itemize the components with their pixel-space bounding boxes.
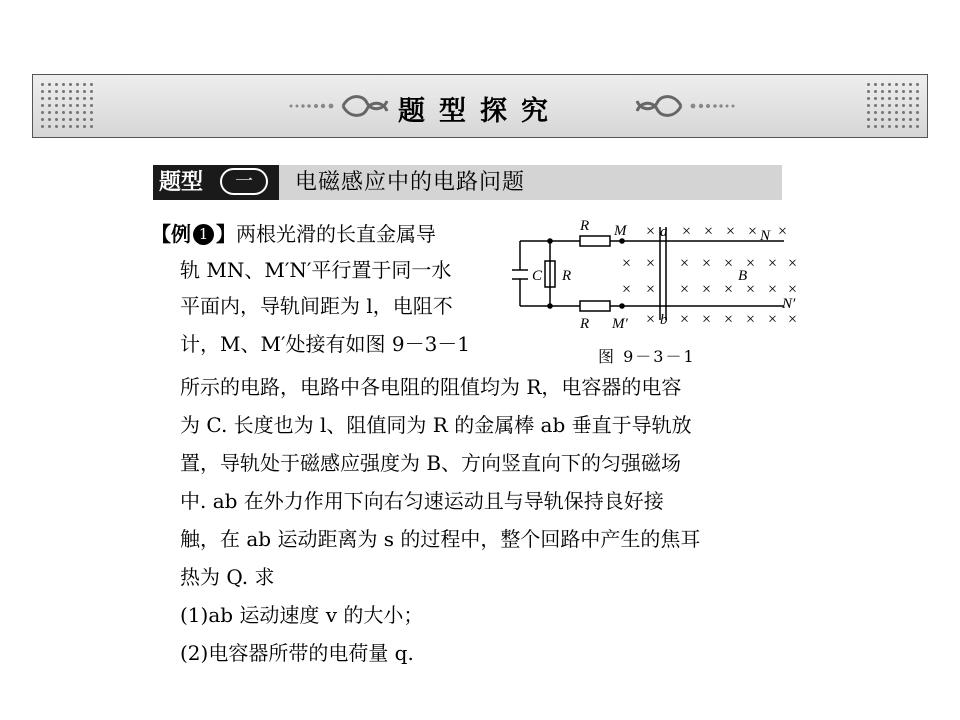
field-cross-mark: × (680, 255, 690, 272)
field-b-label: B (738, 268, 748, 284)
field-cross-mark: × (778, 223, 788, 240)
field-cross-mark: × (746, 311, 756, 328)
field-cross-mark: × (680, 281, 690, 298)
rod-end-b-label: b (660, 312, 668, 328)
field-cross-mark: × (702, 281, 712, 298)
type-label-box (153, 165, 279, 200)
example-line-4: 计，M、M′处接有如图 9－3－1 (180, 332, 471, 356)
circuit-figure (512, 216, 808, 334)
field-cross-mark: × (768, 255, 778, 272)
field-cross-mark: × (680, 311, 690, 328)
example-line-8: 中. ab 在外力作用下向右匀速运动且与导轨保持良好接 (180, 489, 664, 513)
example-tag-open: 【例 (151, 222, 191, 246)
field-cross-mark: × (646, 311, 656, 328)
example-line-6: 为 C. 长度也为 l、阻值同为 R 的金属棒 ab 垂直于导轨放 (180, 413, 692, 437)
field-cross-mark: × (682, 223, 692, 240)
sub-question-2: (2)电容器所带的电荷量 q. (180, 641, 414, 665)
question-type-bar (153, 165, 782, 200)
magnetic-field-crosses (622, 223, 797, 328)
point-m-prime-label: M′ (612, 316, 628, 332)
rod-end-a-label: a (660, 224, 668, 240)
example-line-5: 所示的电路，电路中各电阻的阻值均为 R，电容器的电容 (180, 375, 682, 399)
field-cross-mark: × (788, 255, 798, 272)
type-number: 一 (220, 168, 268, 195)
point-n-prime-label: N′ (782, 296, 796, 312)
field-cross-mark: × (724, 255, 734, 272)
example-line-10: 热为 Q. 求 (180, 565, 275, 589)
field-cross-mark: × (646, 223, 656, 240)
field-cross-mark: × (788, 281, 798, 298)
field-cross-mark: × (702, 255, 712, 272)
field-cross-mark: × (768, 281, 778, 298)
field-cross-mark: × (788, 311, 798, 328)
example-line-3: 平面内，导轨间距为 l，电阻不 (180, 294, 453, 318)
field-cross-mark: × (768, 311, 778, 328)
field-cross-mark: × (748, 223, 758, 240)
field-cross-mark: × (724, 281, 734, 298)
figure-caption: 图 9－3－1 (598, 347, 696, 366)
field-cross-mark: × (726, 223, 736, 240)
field-cross-mark: × (746, 281, 756, 298)
example-tag-close: 】 (216, 222, 236, 246)
section-banner (32, 74, 928, 138)
type-label: 题型 (159, 170, 204, 195)
field-cross-mark: × (724, 311, 734, 328)
example-line-1 (151, 221, 436, 247)
field-cross-mark: × (702, 311, 712, 328)
resistor-bottom-label: R (580, 316, 590, 332)
resistor-middle-label: R (562, 268, 572, 284)
field-cross-mark: × (622, 281, 632, 298)
field-cross-mark: × (646, 255, 656, 272)
example-text: 两根光滑的长直金属导 (236, 222, 436, 246)
field-cross-mark: × (646, 281, 656, 298)
field-cross-mark: × (746, 255, 756, 272)
example-line-9: 触，在 ab 运动距离为 s 的过程中，整个回路中产生的焦耳 (180, 527, 701, 551)
example-line-2: 轨 MN、M′N′平行置于同一水 (180, 258, 452, 282)
point-n-label: N (760, 228, 771, 244)
sub-question-1: (1)ab 运动速度 v 的大小； (180, 603, 424, 627)
field-cross-mark: × (704, 223, 714, 240)
example-number-badge: 1 (193, 224, 214, 245)
example-line-7: 置，导轨处于磁感应强度为 B、方向竖直向下的匀强磁场 (180, 451, 682, 475)
resistor-top-label: R (580, 218, 590, 234)
point-m-label: M (614, 223, 627, 239)
capacitor-label: C (532, 268, 543, 284)
banner-title: 题型探究 (398, 96, 562, 127)
type-title: 电磁感应中的电路问题 (295, 170, 526, 195)
field-cross-mark: × (622, 255, 632, 272)
